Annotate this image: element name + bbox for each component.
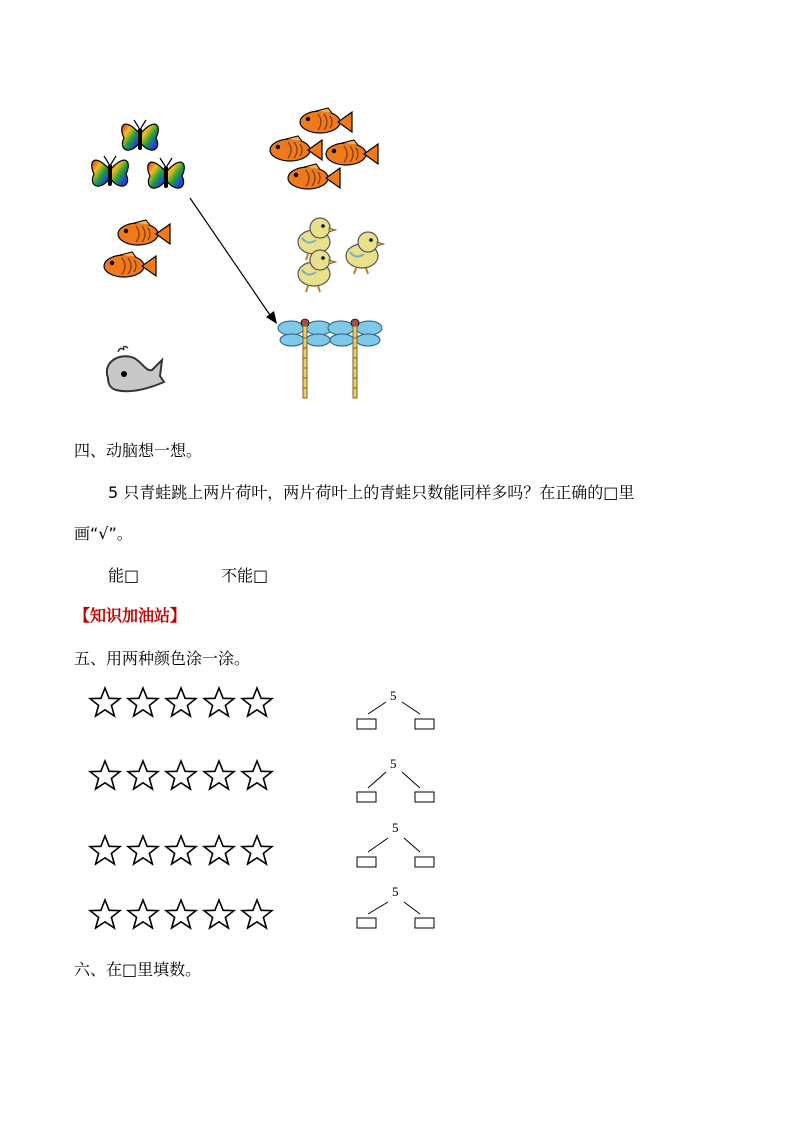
- number-bond: [354, 756, 438, 806]
- matching-pictures: [80, 100, 410, 410]
- bond-right-box[interactable]: [415, 792, 434, 802]
- number-bond: [354, 688, 438, 734]
- star-icon[interactable]: [202, 834, 236, 866]
- star-icon[interactable]: [240, 759, 274, 791]
- butterfly-icon: [122, 120, 159, 150]
- number-bond: [354, 884, 438, 934]
- star-row: [88, 898, 274, 930]
- bond-total: 5: [392, 820, 399, 835]
- star-icon[interactable]: [202, 759, 236, 791]
- bond-right-box[interactable]: [415, 857, 434, 867]
- star-row: [88, 686, 274, 718]
- bond-right-box[interactable]: [415, 719, 434, 729]
- fish-icon: [270, 136, 322, 161]
- fish-icon: [326, 140, 378, 165]
- section-six-heading: 六、在□里填数。: [74, 960, 202, 979]
- section-four-question-line1: 5 只青蛙跳上两片荷叶，两片荷叶上的青蛙只数能同样多吗？在正确的□里: [108, 483, 635, 502]
- star-icon[interactable]: [88, 834, 122, 866]
- connecting-arrow: [190, 198, 277, 324]
- star-icon[interactable]: [88, 759, 122, 791]
- bond-total: 5: [390, 688, 397, 703]
- dragonfly-icon: [278, 319, 332, 398]
- knowledge-banner: 【知识加油站】: [74, 606, 187, 625]
- star-icon[interactable]: [164, 898, 198, 930]
- star-icon[interactable]: [126, 834, 160, 866]
- bond-total: 5: [392, 884, 399, 899]
- fish-icon: [300, 108, 352, 133]
- fish-icon: [104, 252, 156, 277]
- chick-icon: [346, 232, 384, 274]
- section-four-heading: 四、动脑想一想。: [74, 441, 203, 460]
- bond-left-box[interactable]: [357, 857, 376, 867]
- star-icon[interactable]: [240, 898, 274, 930]
- star-row: [88, 759, 274, 791]
- star-icon[interactable]: [126, 898, 160, 930]
- star-icon[interactable]: [240, 686, 274, 718]
- star-row: [88, 834, 274, 866]
- section-four-question-line2: 画“√”。: [74, 524, 133, 543]
- fish-icon: [288, 164, 340, 189]
- bond-left-box[interactable]: [357, 719, 376, 729]
- chick-icon: [298, 250, 336, 292]
- number-bond: [354, 820, 438, 870]
- butterfly-icon: [148, 158, 185, 188]
- bond-left-box[interactable]: [357, 918, 376, 928]
- star-icon[interactable]: [164, 759, 198, 791]
- option-yes[interactable]: 能□: [108, 566, 140, 585]
- star-icon[interactable]: [202, 686, 236, 718]
- fish-icon: [118, 220, 170, 245]
- bond-right-box[interactable]: [415, 918, 434, 928]
- whale-icon: [107, 346, 164, 391]
- butterfly-icon: [92, 156, 129, 186]
- star-icon[interactable]: [126, 686, 160, 718]
- star-icon[interactable]: [126, 759, 160, 791]
- dragonfly-icon: [328, 319, 382, 398]
- bond-total: 5: [390, 756, 397, 771]
- star-icon[interactable]: [88, 898, 122, 930]
- bond-left-box[interactable]: [357, 792, 376, 802]
- star-icon[interactable]: [202, 898, 236, 930]
- star-icon[interactable]: [164, 834, 198, 866]
- star-icon[interactable]: [164, 686, 198, 718]
- option-no[interactable]: 不能□: [221, 566, 269, 585]
- section-five-heading: 五、用两种颜色涂一涂。: [74, 649, 251, 668]
- star-icon[interactable]: [240, 834, 274, 866]
- star-icon[interactable]: [88, 686, 122, 718]
